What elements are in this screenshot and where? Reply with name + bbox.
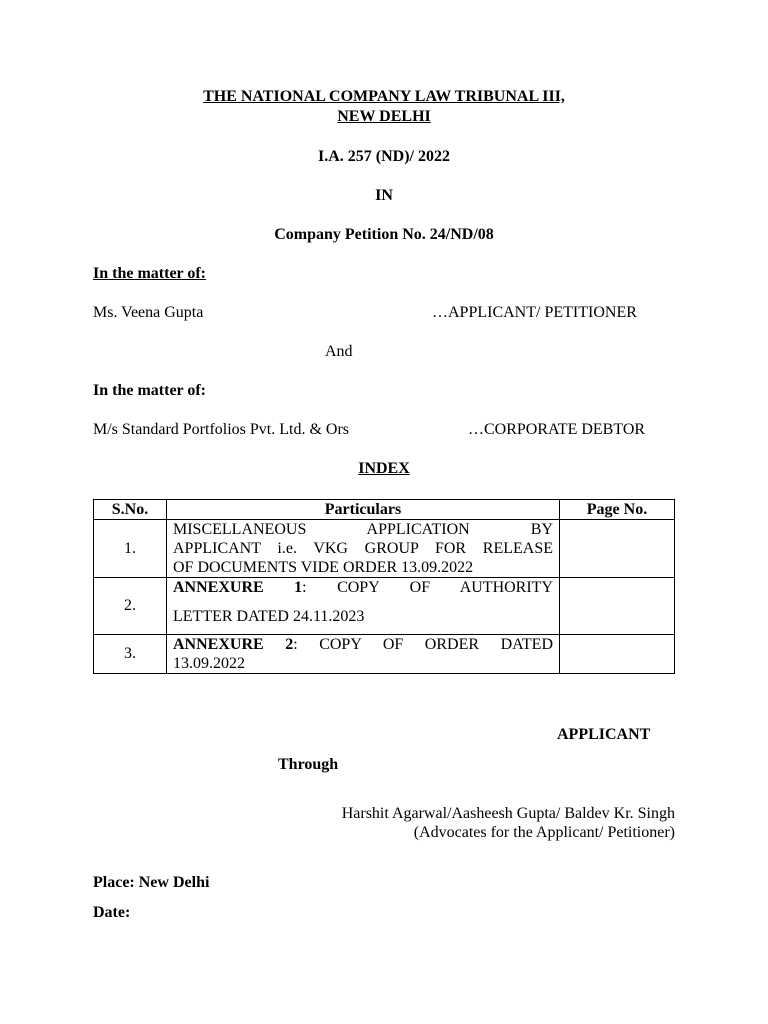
applicant-label: APPLICANT — [557, 726, 651, 743]
row-sno: 2. — [94, 578, 167, 635]
col-page-header: Page No. — [560, 500, 675, 520]
col-particulars-header: Particulars — [167, 500, 560, 520]
particulars-line: LETTER DATED 24.11.2023 — [173, 608, 365, 625]
particulars-line: MISCELLANEOUS APPLICATION BY — [173, 521, 553, 538]
respondent-role: …CORPORATE DEBTOR — [468, 421, 646, 438]
date-label: Date: — [93, 904, 131, 921]
annexure-description: : COPY OF AUTHORITY — [302, 579, 554, 596]
index-title: INDEX — [358, 460, 410, 477]
particulars-line: OF DOCUMENTS VIDE ORDER 13.09.2022 — [173, 559, 474, 576]
through-label: Through — [278, 756, 339, 773]
row-particulars — [167, 635, 560, 674]
table-row — [94, 520, 675, 578]
row-sno: 3. — [94, 635, 167, 674]
row-particulars — [167, 520, 560, 578]
particulars-line — [173, 635, 553, 654]
particulars-line: APPLICANT i.e. VKG GROUP FOR RELEASE — [173, 540, 553, 557]
applicant-name: Ms. Veena Gupta — [93, 304, 204, 321]
matter-heading-1: In the matter of: — [93, 265, 207, 282]
respondent-name: M/s Standard Portfolios Pvt. Ltd. & Ors — [93, 421, 350, 438]
advocates-names: Harshit Agarwal/Aasheesh Gupta/ Baldev Kr. Singh — [341, 805, 675, 822]
applicant-role: …APPLICANT/ PETITIONER — [432, 304, 637, 321]
petition-number: Company Petition No. 24/ND/08 — [274, 226, 494, 243]
row-particulars — [167, 578, 560, 635]
in-label: IN — [375, 187, 393, 204]
table-row — [94, 578, 675, 635]
annexure-description: : COPY OF ORDER DATED — [293, 636, 554, 653]
and-label: And — [325, 343, 353, 360]
matter-heading-2: In the matter of: — [93, 382, 207, 399]
col-sno-header: S.No. — [94, 500, 167, 520]
advocates-role: (Advocates for the Applicant/ Petitioner) — [413, 824, 675, 841]
index-table — [93, 499, 675, 674]
table-row — [94, 635, 675, 674]
court-location: NEW DELHI — [337, 108, 431, 125]
ia-number: I.A. 257 (ND)/ 2022 — [318, 148, 450, 165]
row-sno: 1. — [94, 520, 167, 578]
annexure-label: ANNEXURE 1 — [173, 579, 303, 596]
row-page — [560, 635, 675, 674]
particulars-line: 13.09.2022 — [173, 655, 245, 672]
row-page — [560, 520, 675, 578]
table-header-row — [94, 500, 675, 520]
annexure-label: ANNEXURE 2 — [173, 636, 294, 653]
place-label: Place: New Delhi — [93, 874, 210, 891]
particulars-line — [173, 578, 553, 597]
row-page — [560, 578, 675, 635]
court-name: THE NATIONAL COMPANY LAW TRIBUNAL III, — [203, 88, 565, 105]
